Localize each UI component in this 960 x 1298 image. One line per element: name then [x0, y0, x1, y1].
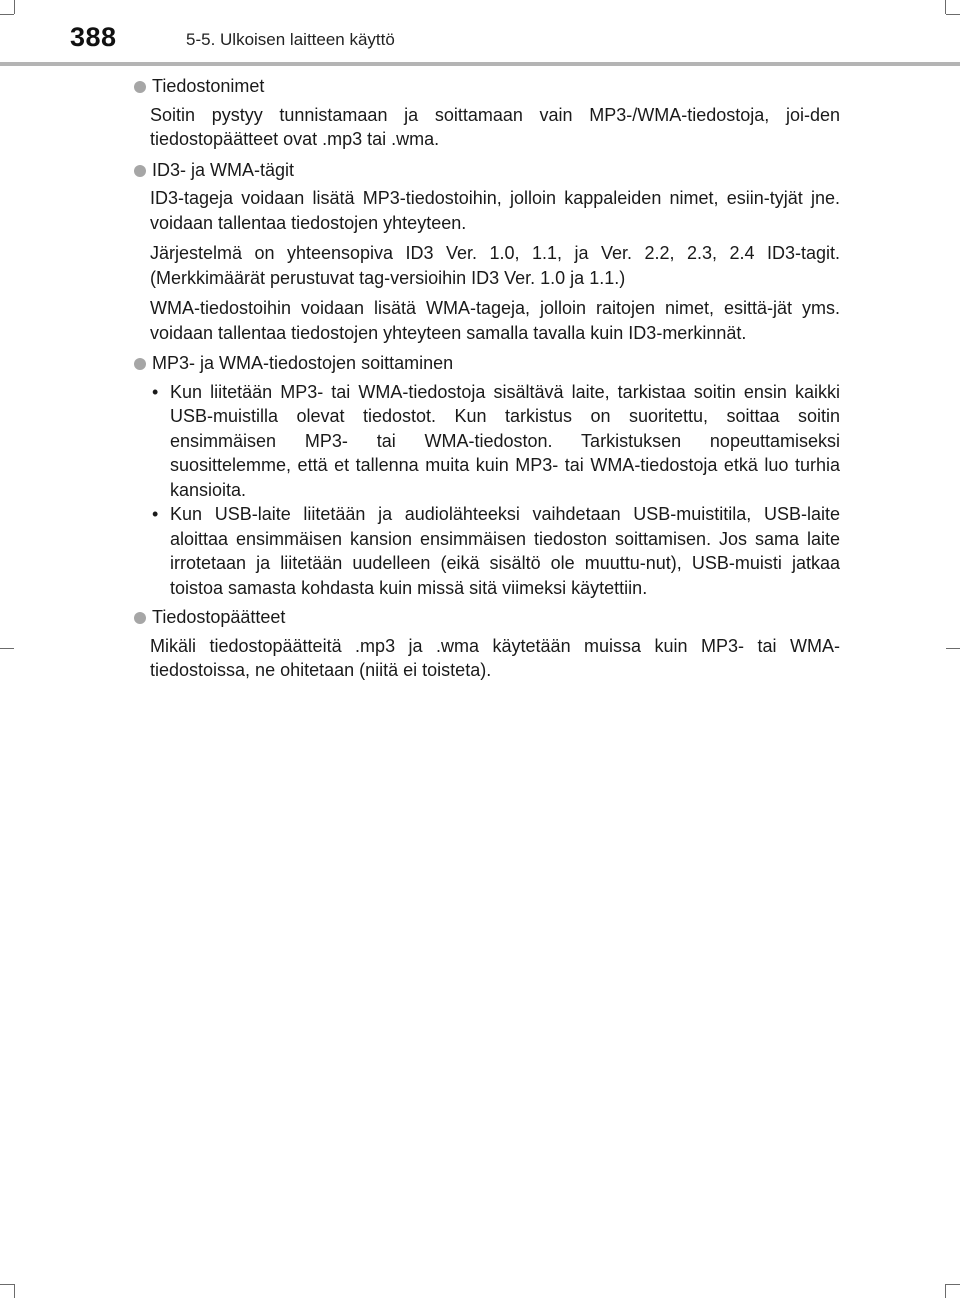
list-item-text: Kun USB-laite liitetään ja audiolähteeksi vaihdetaan USB-muistitila, USB-laite aloittaa ensimmäisen kansion ensimmäisen tiedoston soittamisen. Jos sama laite irrotetaan ja liitetään uudelleen (eikä sisältö ole muuttu-nut), USB-muisti jatkaa toistoa samasta kohdasta kuin missä sitä viimeksi käytettiin.: [170, 504, 840, 598]
crop-mark: [14, 1284, 15, 1298]
paragraph: Järjestelmä on yhteensopiva ID3 Ver. 1.0, 1.1, ja Ver. 2.2, 2.3, 2.4 ID3-tagit. (Merkkimäärät perustuvat tag-versioihin ID3 Ver. 1.0 ja 1.1.): [150, 243, 840, 288]
paragraph: WMA-tiedostoihin voidaan lisätä WMA-tageja, jolloin raitojen nimet, esittä-jät yms. voidaan tallentaa tiedostojen yhteyteen samalla tavalla kuin ID3-merkinnät.: [150, 298, 840, 343]
page-content: [134, 74, 840, 688]
section-heading-text: Tiedostopäätteet: [152, 607, 286, 627]
paragraph: Soitin pystyy tunnistamaan ja soittamaan vain MP3-/WMA-tiedostoja, joi-den tiedostopäätteet ovat .mp3 tai .wma.: [150, 104, 840, 149]
bullet-dot-icon: [134, 358, 146, 370]
section-heading: [134, 158, 840, 183]
bullet-marker: •: [152, 504, 159, 524]
section-heading: [134, 605, 840, 630]
list-item: [150, 502, 840, 600]
section-heading: [134, 351, 840, 376]
header-rule: [0, 62, 960, 66]
section-heading-text: MP3- ja WMA-tiedostojen soittaminen: [152, 353, 454, 373]
crop-mark: [946, 648, 960, 649]
section-heading-text: ID3- ja WMA-tägit: [152, 159, 295, 180]
crop-mark: [0, 1284, 14, 1285]
bullet-list: [150, 380, 840, 601]
paragraph: ID3-tageja voidaan lisätä MP3-tiedostoihin, jolloin kappaleiden nimet, esiin-tyjät jne. voidaan tallentaa tiedostojen yhteyteen.: [150, 188, 840, 233]
bullet-dot-icon: [134, 81, 146, 93]
crop-mark: [0, 648, 14, 649]
section-heading: [134, 74, 840, 99]
crop-mark: [945, 1284, 946, 1298]
list-item-text: Kun liitetään MP3- tai WMA-tiedostoja sisältävä laite, tarkistaa soitin ensin kaikki USB-muistilla olevat tiedostot. Kun tarkistus on suoritettu, soittaa soitin ensimmäisen MP3- tai WMA-tiedoston. Tarkistuksen nopeuttamiseksi suosittelemme, että et tallenna muita kuin MP3- tai WMA-tiedostoja etkä luo turhia kansioita.: [170, 381, 840, 500]
bullet-marker: •: [152, 381, 159, 402]
section-heading-text: Tiedostonimet: [152, 76, 265, 96]
bullet-dot-icon: [134, 165, 146, 177]
list-item: [150, 380, 840, 503]
page-header: [0, 0, 960, 66]
paragraph: Mikäli tiedostopäätteitä .mp3 ja .wma käytetään muissa kuin MP3- tai WMA-tiedostoissa, ne ohitetaan (niitä ei toisteta).: [150, 635, 840, 680]
section-title: 5-5. Ulkoisen laitteen käyttö: [186, 30, 395, 49]
crop-mark: [946, 1284, 960, 1285]
bullet-dot-icon: [134, 612, 146, 624]
page-number: 388: [70, 22, 117, 52]
